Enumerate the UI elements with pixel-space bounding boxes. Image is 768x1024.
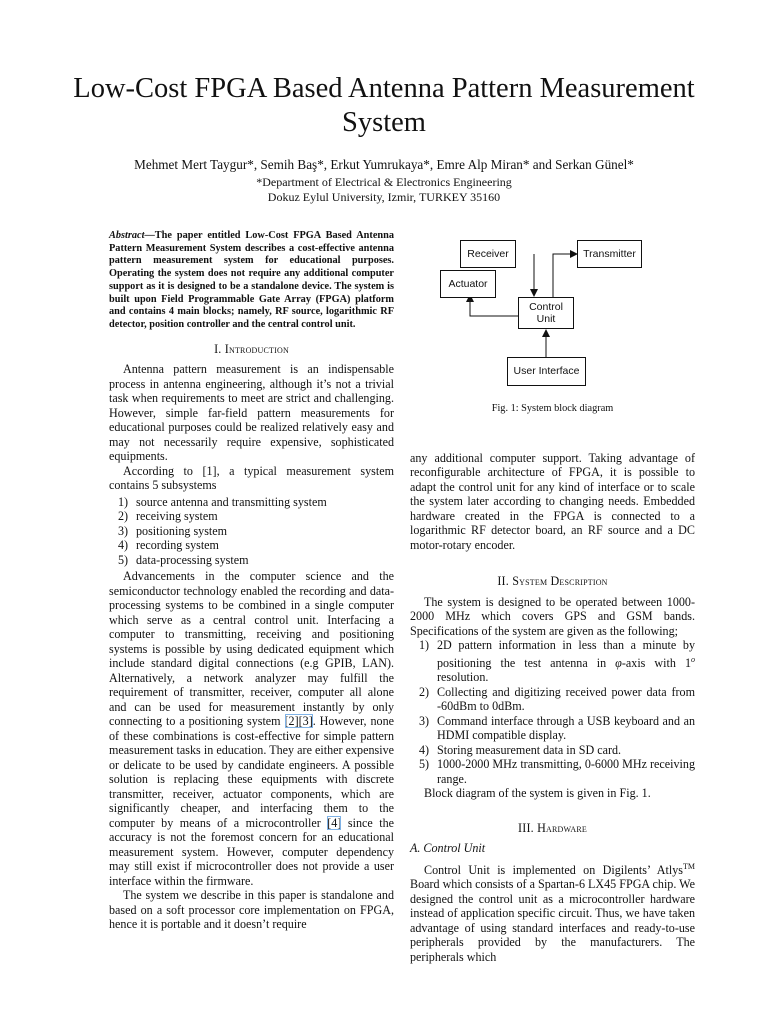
intro-paragraph-3-part-a: Advancements in the computer science and the semiconductor technology enabled the recording and data-processing systems to be combined in a single computer which serve as a central control unit. Interfacing a computer to transmitting, receiving and positioning systems is possible by using dedicated equipment which include standard digital connections (e.g GPIB, LAN). Alternatively, a network analyzer may fulfill the requirement of transmitter, receiver, computer all alone and can be used for measurement instantly by only connecting to a positioning system xyxy=(109,569,394,729)
abstract-text: —The paper entitled Low-Cost FPGA Based Antenna Pattern Measurement System describes a cost-effective antenna pattern measurement system for educational purposes. Operating the system does not require any additional computer support as it is designed to be a standalone device. The system is built upon Field Programmable Gate Array (FPGA) platform and contains 4 main blocks; namely, RF source, logarithmic RF detector, position controller and the central control unit. xyxy=(109,230,394,330)
spec-text-c: resolution. xyxy=(437,670,489,685)
affiliation-department: *Department of Electrical & Electronics Engineering xyxy=(256,175,512,189)
list-item-text: Command interface through a USB keyboard and an HDMI compatible display. xyxy=(437,713,695,743)
list-item xyxy=(109,524,394,539)
section-heading-introduction: I. Introduction xyxy=(214,341,289,356)
list-item-text: source antenna and transmitting system xyxy=(136,494,327,509)
citation-link-2-3[interactable]: [2][3] xyxy=(284,714,313,729)
list-item-text: positioning system xyxy=(136,523,228,538)
arrow-control-to-transmitter xyxy=(553,254,577,302)
subsystem-list xyxy=(109,495,394,568)
system-block-diagram xyxy=(410,230,695,392)
receiver-block: Receiver xyxy=(460,240,516,268)
list-item-text: recording system xyxy=(136,538,219,553)
section-heading-system-description: II. System Description xyxy=(497,574,608,588)
left-column xyxy=(109,230,394,932)
intro-paragraph-3-part-c: since the accuracy is not the foremost concern for an educational measurement system. However, computer dependency may still exist if microcontroller does not provide a user interface within the firmware. xyxy=(109,815,394,888)
list-item xyxy=(109,495,394,510)
list-item xyxy=(410,714,695,743)
list-item xyxy=(109,538,394,553)
author-list: Mehmet Mert Taygur*, Semih Baş*, Erkut Yumrukaya*, Emre Alp Miran* and Serkan Günel* xyxy=(134,157,634,172)
block-diagram-reference: Block diagram of the system is given in Fig. 1. xyxy=(424,786,651,801)
intro-paragraph-1: Antenna pattern measurement is an indispensable process in antenna engineering, although it’s not a trivial task when requirements to meet are strict and challenging. However, simple far-field pattern measurements for educational purposes could be realized relatively easy and may not necessarily require expensive, sophisticated equipments. xyxy=(109,362,394,464)
list-item xyxy=(410,685,695,714)
list-item-number: 1) xyxy=(118,494,129,509)
transmitter-block: Transmitter xyxy=(577,240,642,268)
list-item-text: Storing measurement data in SD card. xyxy=(437,742,622,757)
arrow-control-to-actuator xyxy=(470,295,518,316)
list-item xyxy=(410,638,695,685)
list-item xyxy=(410,743,695,758)
list-item-number: 2) xyxy=(419,684,430,699)
list-item-number: 2) xyxy=(118,509,129,524)
paper-title: Low-Cost FPGA Based Antenna Pattern Measurement System xyxy=(73,73,695,138)
affiliation-university: Dokuz Eylul University, Izmir, TURKEY 35160 xyxy=(267,190,501,204)
intro-paragraph-2: According to [1], a typical measurement system contains 5 subsystems xyxy=(109,463,394,493)
spec-text-a: 2D pattern information in less than a minute by positioning the test antenna in xyxy=(437,638,695,670)
control-unit-paragraph xyxy=(410,860,695,965)
list-item-text: data-processing system xyxy=(136,552,249,567)
list-item-number: 1) xyxy=(419,638,430,652)
list-item-number: 4) xyxy=(118,538,129,553)
citation-link-4[interactable]: [4] xyxy=(327,815,342,830)
figure-caption: Fig. 1: System block diagram xyxy=(491,403,614,414)
section-heading-hardware: III. Hardware xyxy=(517,820,588,835)
list-item-text: receiving system xyxy=(136,509,218,524)
abstract-lead: Abstract xyxy=(109,230,145,241)
control-unit-text-a: Control Unit is implemented on Digilents’ Atlys xyxy=(424,862,683,877)
list-item-text: Collecting and digitizing received power data from -60dBm to 0dBm. xyxy=(437,684,695,714)
list-item xyxy=(109,509,394,524)
control-unit-block: Control Unit xyxy=(518,297,574,329)
list-item-number: 5) xyxy=(419,757,430,772)
actuator-block: Actuator xyxy=(440,270,496,298)
control-unit-text-b: Board which consists of a Spartan-6 LX45 FPGA chip. We designed the control unit as a microcontroller hardware instead of application specific circuit. Thus, we have taken advantage of using standard interfaces and ready-to-use peripherals provided by the manufacturers. The peripherals which xyxy=(410,877,695,964)
subsection-heading-control-unit: A. Control Unit xyxy=(410,841,486,856)
intro-paragraph-4: The system we describe in this paper is standalone and based on a soft processor core implementation on FPGA, hence it is portable and it doesn’t require xyxy=(109,888,394,932)
list-item-number: 4) xyxy=(419,742,430,757)
phi-symbol: φ xyxy=(615,655,622,670)
list-item-number: 5) xyxy=(118,552,129,567)
list-item-number: 3) xyxy=(419,713,430,728)
degree-superscript: o xyxy=(691,654,695,664)
list-item-text: 1000-2000 MHz transmitting, 0-6000 MHz receiving range. xyxy=(437,757,695,786)
trademark-superscript: TM xyxy=(683,861,695,871)
list-item xyxy=(410,757,695,786)
right-column xyxy=(410,230,695,964)
list-item-number: 3) xyxy=(118,523,129,538)
spec-text-b: -axis with 1 xyxy=(621,655,691,670)
specification-list xyxy=(410,638,695,786)
intro-paragraph-3-part-b: . However, none of these combinations is cost-effective for simple pattern measurement tasks in education. They are either expensive or delicate to be used by candidate engineers. A possible solution is replacing these equipments with discrete transmitter, receiver, actuator components, which are significantly cheaper, and interfacing them to the computer by means of a microcontroller xyxy=(109,714,394,830)
system-description-paragraph: The system is designed to be operated between 1000-2000 MHz which covers GPS and GSM bands. Specifications of the system are given as the following; xyxy=(410,594,695,638)
abstract xyxy=(109,230,394,332)
list-item xyxy=(109,553,394,568)
intro-continued-paragraph: any additional computer support. Taking advantage of reconfigurable architecture of FPGA, it is possible to adapt the control unit for any kind of interface or to scale the system later according to changing needs. Embedded hardware created in the FPGA is connected to a logarithmic RF detector board, an RF source and a DC motor-rotary encoder. xyxy=(410,450,695,552)
user-interface-block: User Interface xyxy=(507,357,586,386)
intro-paragraph-3 xyxy=(109,569,394,888)
affiliation xyxy=(40,175,728,205)
